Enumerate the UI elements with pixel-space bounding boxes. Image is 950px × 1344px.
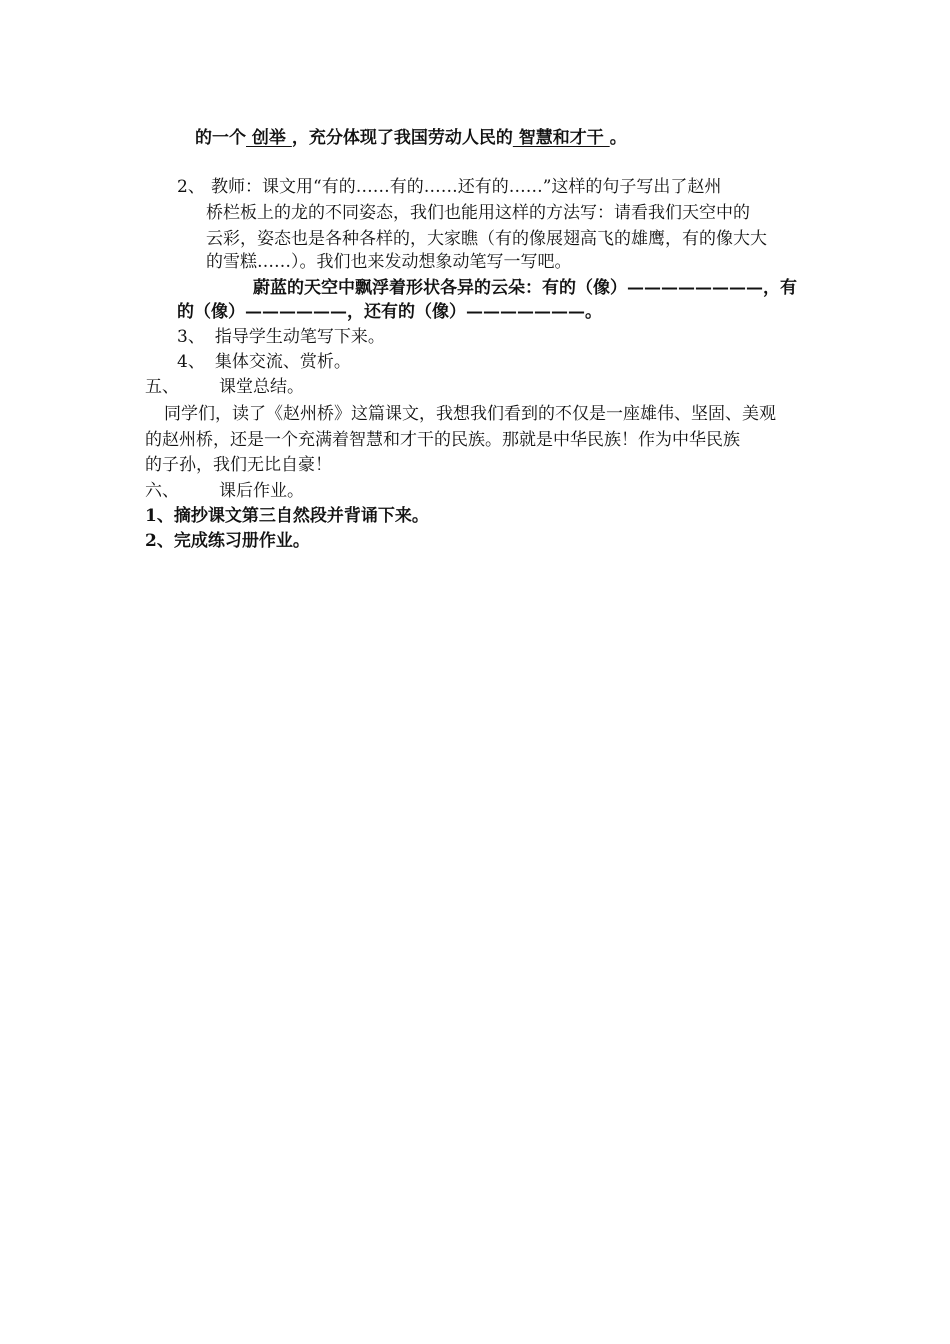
sentence-prefix: 的一个	[195, 128, 246, 148]
section-5-title: 课堂总结。	[219, 377, 304, 397]
blank-answer-1: 创举	[246, 128, 292, 148]
section-5-heading	[145, 374, 304, 400]
exercise-line-1: 蔚蓝的天空中飘浮着形状各异的云朵：有的（像）————————，有	[253, 278, 797, 298]
summary-line-3: 的子孙，我们无比自豪！	[145, 455, 332, 475]
item-4	[177, 349, 351, 375]
item-3-text: 指导学生动笔写下来。	[214, 327, 385, 347]
item-4-text: 集体交流、赏析。	[214, 352, 351, 372]
conclusion-sentence	[195, 125, 627, 151]
section-6-number: 六、	[145, 481, 179, 501]
sentence-middle: ，充分体现了我国劳动人民的	[291, 128, 513, 148]
item-2-line-3: 云彩，姿态也是各种各样的，大家瞧（有的像展翅高飞的雄鹰，有的像大大	[206, 229, 767, 249]
item-3-number: 3、	[177, 327, 205, 347]
exercise-line-2: 的（像）——————，还有的（像）———————。	[177, 302, 602, 322]
item-4-number: 4、	[177, 352, 205, 372]
section-6-heading	[145, 478, 304, 504]
item-2-line-4: 的雪糕……）。我们也来发动想象动笔写一写吧。	[206, 252, 572, 272]
homework-task-1: 1、摘抄课文第三自然段并背诵下来。	[145, 506, 429, 526]
item-2-number: 2、	[177, 177, 205, 197]
section-6-title: 课后作业。	[219, 481, 304, 501]
item-2-line-2: 桥栏板上的龙的不同姿态，我们也能用这样的方法写：请看我们天空中的	[206, 203, 750, 223]
item-2-line-1: 教师：课文用“有的……有的……还有的……”这样的句子写出了赵州	[211, 177, 722, 197]
item-3	[177, 324, 385, 350]
blank-answer-2: 智慧和才干	[512, 128, 610, 148]
homework-task-2: 2、完成练习册作业。	[145, 531, 310, 551]
summary-line-1: 同学们，读了《赵州桥》这篇课文，我想我们看到的不仅是一座雄伟、坚固、美观	[164, 404, 776, 424]
sentence-end: 。	[609, 128, 627, 148]
summary-line-2: 的赵州桥，还是一个充满着智慧和才干的民族。那就是中华民族！作为中华民族	[145, 430, 740, 450]
section-5-number: 五、	[145, 377, 179, 397]
